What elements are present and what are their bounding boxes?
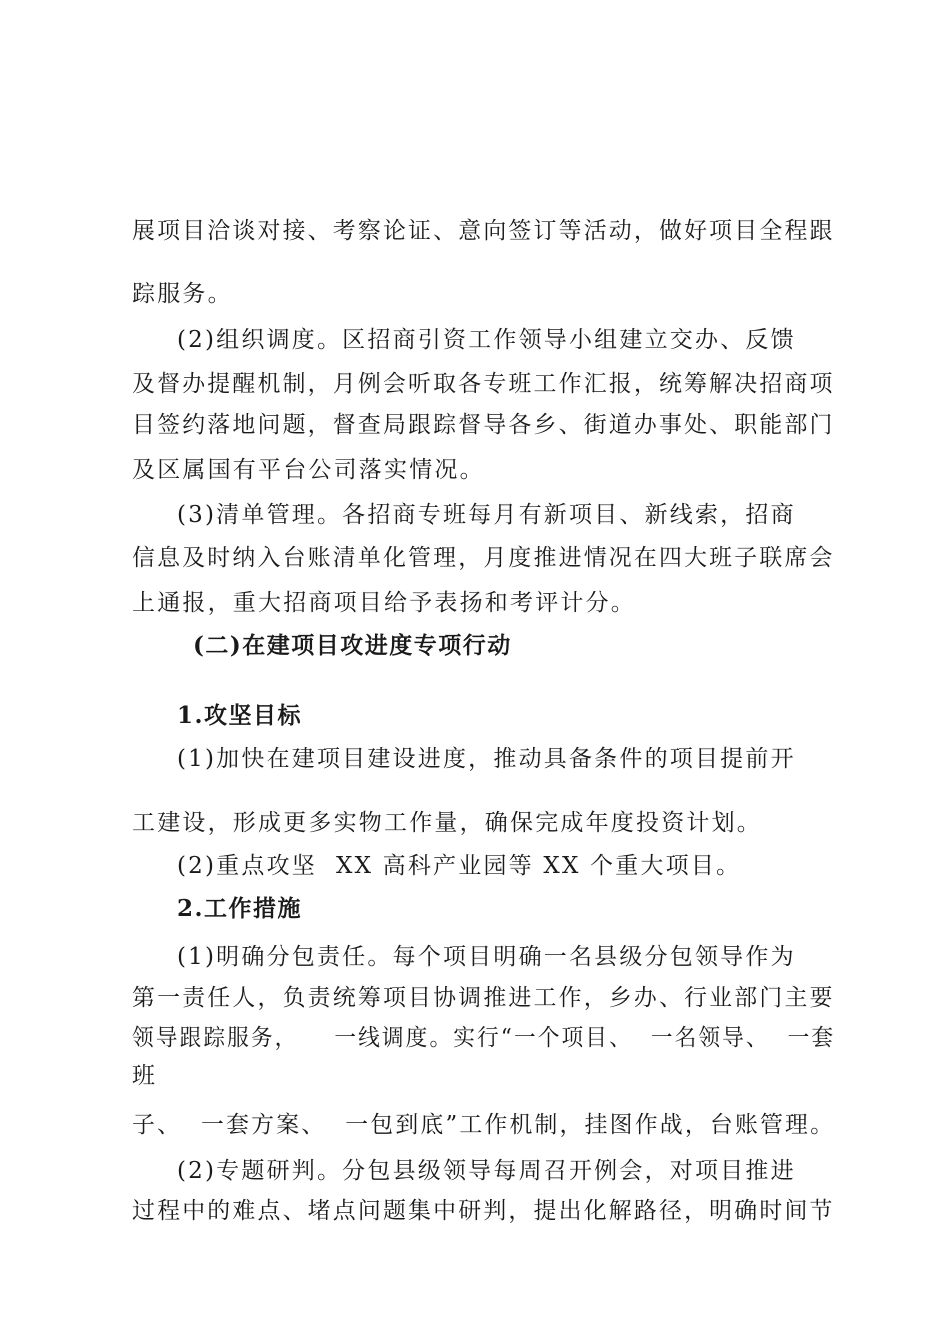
paragraph-line: 过程中的难点、堵点问题集中研判，提出化解路径，明确时间节 <box>132 1198 835 1224</box>
subsection-heading: 2.工作措施 <box>177 895 303 922</box>
paragraph-line: (3)清单管理。各招商专班每月有新项目、新线索，招商 <box>177 502 796 528</box>
paragraph-line: 上通报，重大招商项目给予表扬和考评计分。 <box>132 590 636 616</box>
paragraph-line: 及区属国有平台公司落实情况。 <box>132 457 485 483</box>
paragraph-line: 领导跟踪服务， 一线调度。实行“一个项目、 一名领导、 一套 <box>132 1025 836 1051</box>
paragraph-line: 子、 一套方案、 一包到底”工作机制，挂图作战，台账管理。 <box>132 1112 836 1138</box>
paragraph-line: (2)重点攻坚 XX 高科产业园等 XX 个重大项目。 <box>177 853 742 879</box>
section-heading: (二)在建项目攻进度专项行动 <box>193 632 512 659</box>
paragraph-line: 及督办提醒机制，月例会听取各专班工作汇报，统筹解决招商项 <box>132 371 835 397</box>
paragraph-line: (2)组织调度。区招商引资工作领导小组建立交办、反馈 <box>177 327 796 353</box>
paragraph-line: 工建设，形成更多实物工作量，确保完成年度投资计划。 <box>132 810 762 836</box>
paragraph-line: 踪服务。 <box>132 281 233 307</box>
paragraph-line: (2)专题研判。分包县级领导每周召开例会，对项目推进 <box>177 1158 796 1184</box>
paragraph-line: 班 <box>132 1063 158 1089</box>
paragraph-line: (1)加快在建项目建设进度，推动具备条件的项目提前开 <box>177 746 796 772</box>
subsection-heading: 1.攻坚目标 <box>177 702 303 729</box>
paragraph-line: 目签约落地问题，督查局跟踪督导各乡、街道办事处、职能部门 <box>132 412 835 438</box>
paragraph-line: (1)明确分包责任。每个项目明确一名县级分包领导作为 <box>177 944 796 970</box>
paragraph-line: 展项目洽谈对接、考察论证、意向签订等活动，做好项目全程跟 <box>132 218 835 244</box>
paragraph-line: 第一责任人，负责统筹项目协调推进工作，乡办、行业部门主要 <box>132 985 835 1011</box>
paragraph-line: 信息及时纳入台账清单化管理，月度推进情况在四大班子联席会 <box>132 545 835 571</box>
